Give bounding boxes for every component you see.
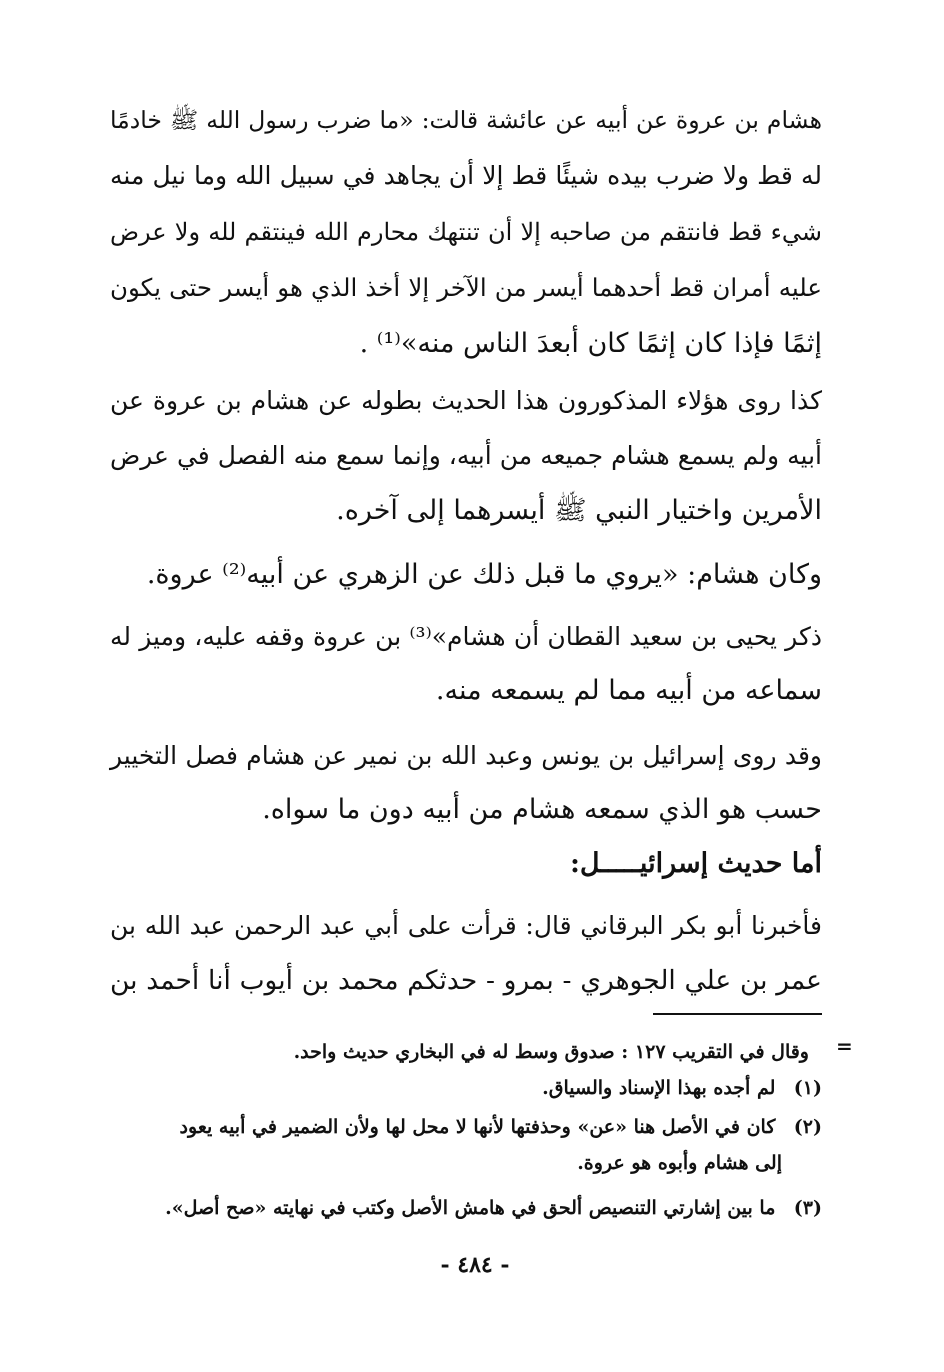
section-heading: أما حديث إسرائيـــــل: bbox=[569, 848, 822, 879]
footnote-continuation-mark: = bbox=[836, 1034, 853, 1058]
body-line: عمر بن علي الجوهري - بمرو - حدثكم محمد بن أيوب أنا أحمد بن bbox=[110, 965, 822, 996]
footnote-3 bbox=[122, 1192, 822, 1224]
footnote-2 bbox=[122, 1111, 822, 1143]
footnote-text: كان في الأصل هنا «عن» وحذفتها لأنها لا محل لها ولأن الضمير في أبيه يعود bbox=[179, 1116, 776, 1138]
body-line: حسب هو الذي سمعه هشام من أبيه دون ما سواه. bbox=[262, 794, 822, 825]
body-line: له قط ولا ضرب بيده شيئًا قط إلا أن يجاهد في سبيل الله وما نيل منه bbox=[110, 161, 822, 190]
body-line: ذكر يحيى بن سعيد القطان أن هشام»⁽³⁾ بن عروة وقفه عليه، وميز له bbox=[110, 622, 822, 651]
footnote-continuation-text: وقال في التقريب ١٢٧ : صدوق وسط له في البخاري حديث واحد. bbox=[293, 1041, 809, 1063]
body-line: الأمرين واختيار النبي ﷺ أيسرهما إلى آخره. bbox=[336, 495, 822, 526]
footnote-2-continued bbox=[122, 1147, 782, 1179]
body-line: وقد روى إسرائيل بن يونس وعبد الله بن نمير عن هشام فصل التخيير bbox=[110, 741, 822, 770]
page-number: - ٤٨٤ - bbox=[440, 1252, 510, 1278]
footnote-text: لم أجده بهذا الإسناد والسياق. bbox=[542, 1077, 776, 1099]
body-line: أبيه ولم يسمع هشام جميعه من أبيه، وإنما سمع منه الفصل في عرض bbox=[110, 441, 822, 470]
footnote-separator bbox=[653, 1013, 822, 1015]
footnote-number: (٢) bbox=[793, 1116, 822, 1138]
body-line: وكان هشام: «يروي ما قبل ذلك عن الزهري عن أبيه⁽²⁾ عروة. bbox=[146, 559, 822, 590]
footnote-number: (١) bbox=[793, 1077, 822, 1099]
body-line: كذا روى هؤلاء المذكورون هذا الحديث بطوله عن هشام بن عروة عن bbox=[110, 386, 822, 415]
body-line: فأخبرنا أبو بكر البرقاني قال: قرأت على أبي عبد الرحمن عبد الله بن bbox=[110, 911, 822, 940]
body-line: إثمًا فإذا كان إثمًا كان أبعدَ الناس منه»⁽¹⁾ . bbox=[359, 328, 822, 359]
footnote-text: إلى هشام وأبوه هو عروة. bbox=[577, 1152, 782, 1174]
footnote-text: ما بين إشارتي التنصيص ألحق في هامش الأصل وكتب في نهايته «صح أصل». bbox=[165, 1197, 776, 1219]
body-line: هشام بن عروة عن أبيه عن عائشة قالت: «ما ضرب رسول الله ﷺ خادمًا bbox=[110, 106, 822, 134]
body-line: شيء قط فانتقم من صاحبه إلا أن تنتهك محارم الله فينتقم لله ولا عرض bbox=[110, 218, 822, 246]
footnote-1 bbox=[122, 1072, 822, 1104]
body-line: سماعه من أبيه مما لم يسمعه منه. bbox=[435, 675, 822, 706]
body-line: عليه أمران قط أحدهما أيسر من الآخر إلا أخذ الذي هو أيسر حتى يكون bbox=[110, 273, 822, 302]
footnote-number: (٣) bbox=[793, 1197, 822, 1219]
